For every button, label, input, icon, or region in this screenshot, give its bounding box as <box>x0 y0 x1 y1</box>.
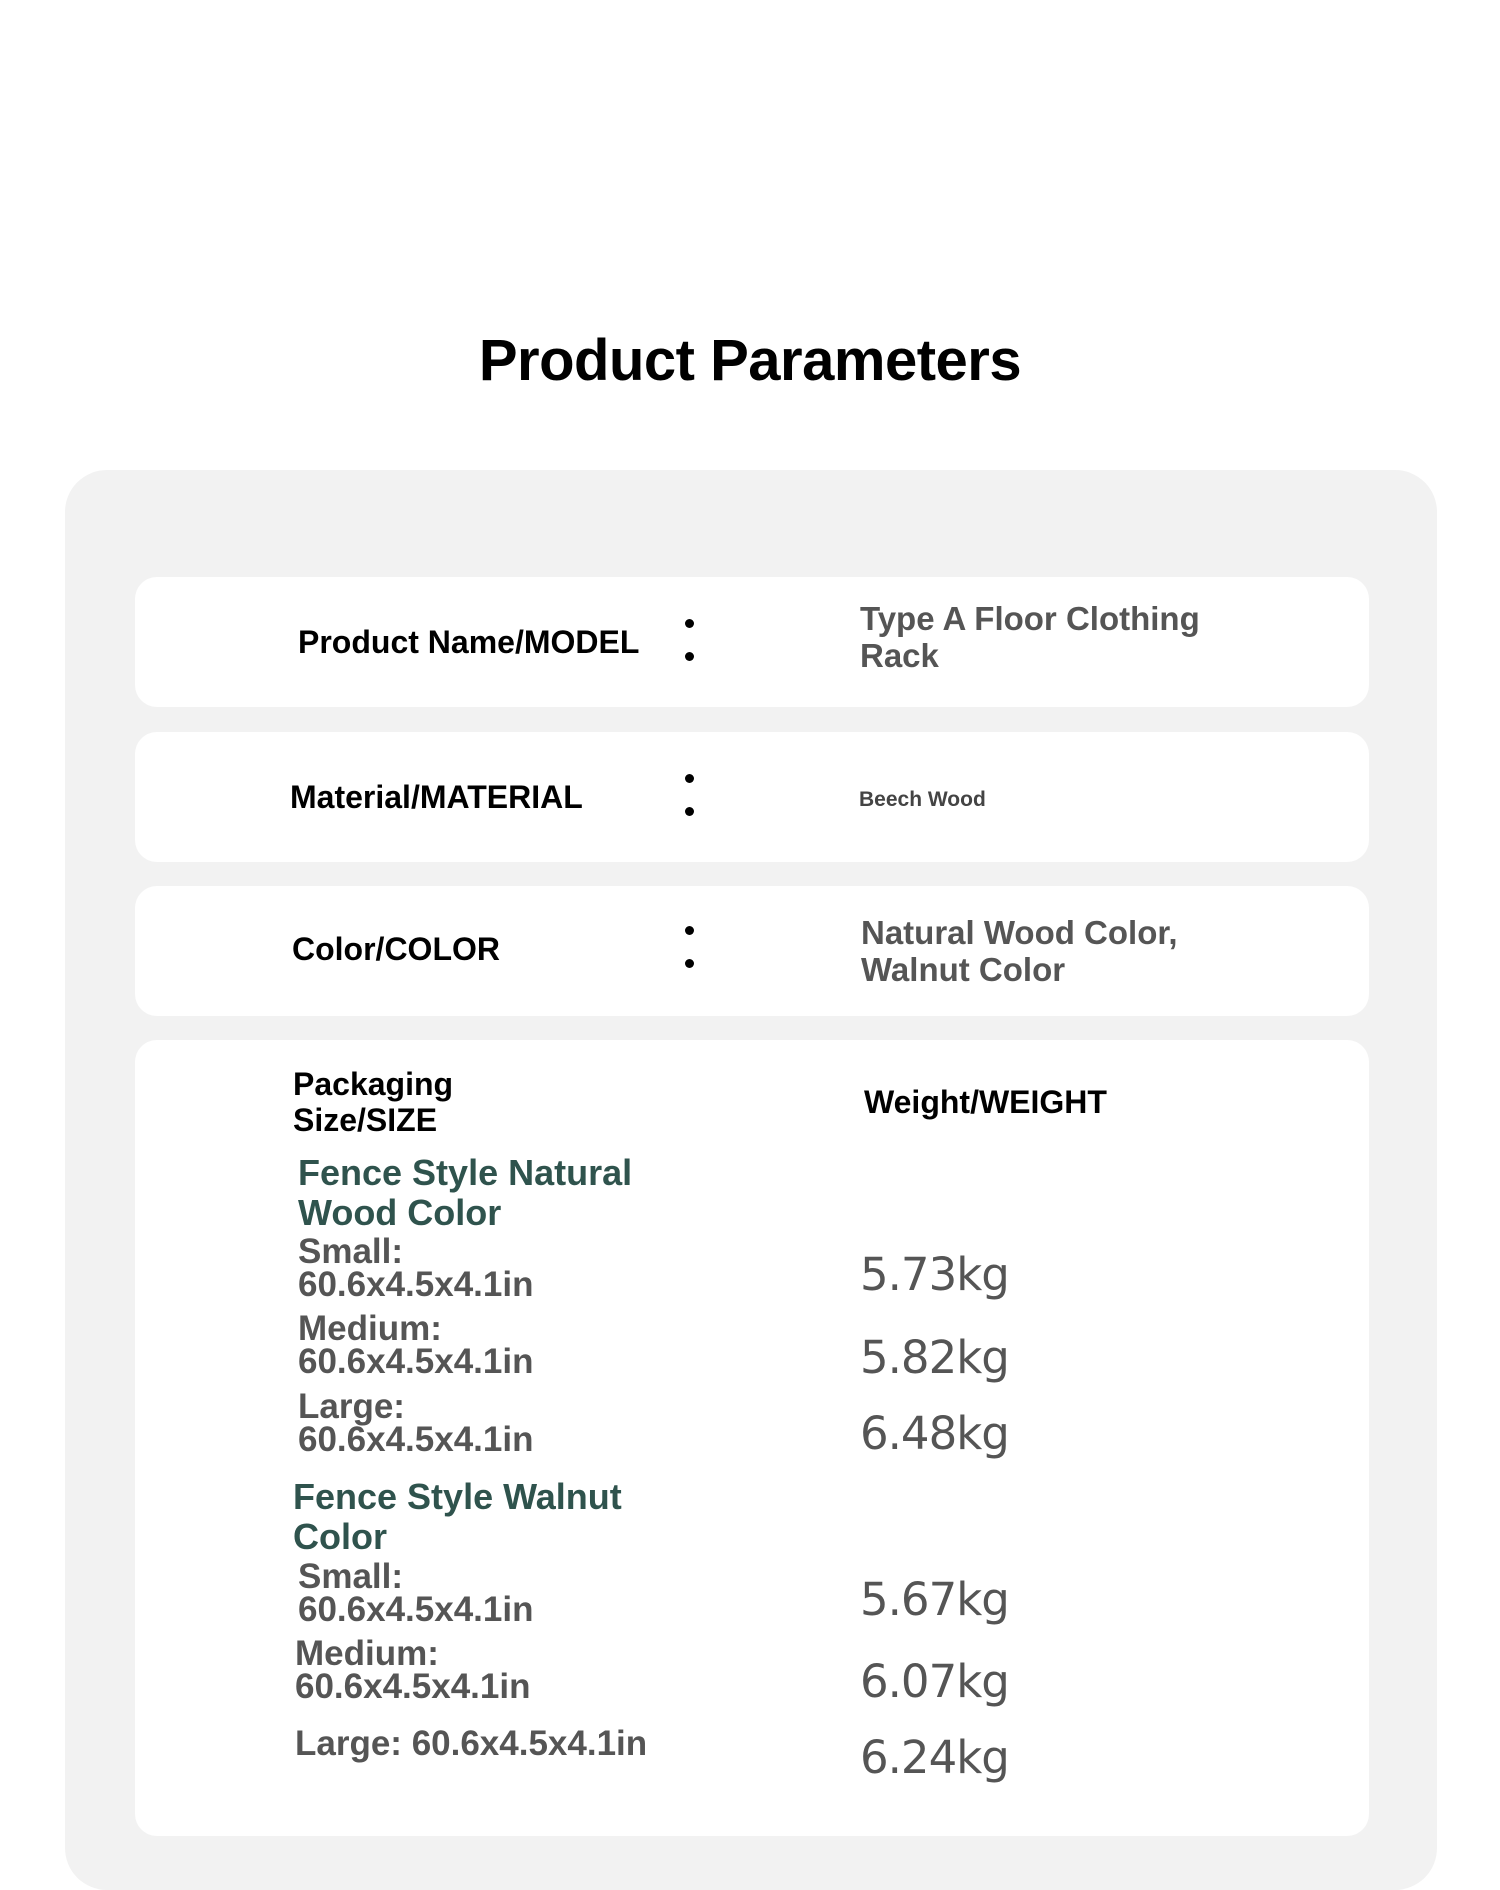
weight-entry: 6.24kg <box>860 1731 1009 1784</box>
size-column-header: Packaging Size/SIZE <box>293 1066 454 1138</box>
colon-separator <box>683 926 695 972</box>
param-value: Natural Wood Color, Walnut Color <box>861 914 1178 988</box>
param-value: Type A Floor Clothing Rack <box>860 600 1200 674</box>
colon-separator <box>683 619 695 665</box>
param-row-material <box>135 732 1369 862</box>
size-weight-table <box>135 1040 1369 1836</box>
size-entry: Medium: 60.6x4.5x4.1in <box>295 1634 531 1706</box>
page-title: Product Parameters <box>478 327 1022 393</box>
weight-entry: 5.82kg <box>860 1331 1009 1384</box>
size-entry: Small: 60.6x4.5x4.1in <box>298 1557 534 1629</box>
group-title: Fence Style Natural Wood Color <box>298 1152 633 1233</box>
size-entry: Large: 60.6x4.5x4.1in <box>295 1724 648 1763</box>
param-label: Product Name/MODEL <box>298 624 640 660</box>
group-title: Fence Style Walnut Color <box>293 1476 622 1557</box>
weight-entry: 6.48kg <box>860 1407 1009 1460</box>
weight-entry: 6.07kg <box>860 1655 1009 1708</box>
param-row-color <box>135 886 1369 1016</box>
size-entry: Medium: 60.6x4.5x4.1in <box>298 1309 534 1381</box>
param-label: Material/MATERIAL <box>290 779 583 815</box>
weight-entry: 5.67kg <box>860 1573 1009 1626</box>
weight-entry: 5.73kg <box>860 1248 1009 1301</box>
parameters-panel <box>65 470 1437 1890</box>
colon-separator <box>683 774 695 820</box>
param-label: Color/COLOR <box>292 931 500 967</box>
param-row-model <box>135 577 1369 707</box>
size-entry: Large: 60.6x4.5x4.1in <box>298 1387 534 1459</box>
weight-column-header: Weight/WEIGHT <box>864 1084 1107 1120</box>
param-value: Beech Wood <box>859 788 986 811</box>
size-entry: Small: 60.6x4.5x4.1in <box>298 1232 534 1304</box>
